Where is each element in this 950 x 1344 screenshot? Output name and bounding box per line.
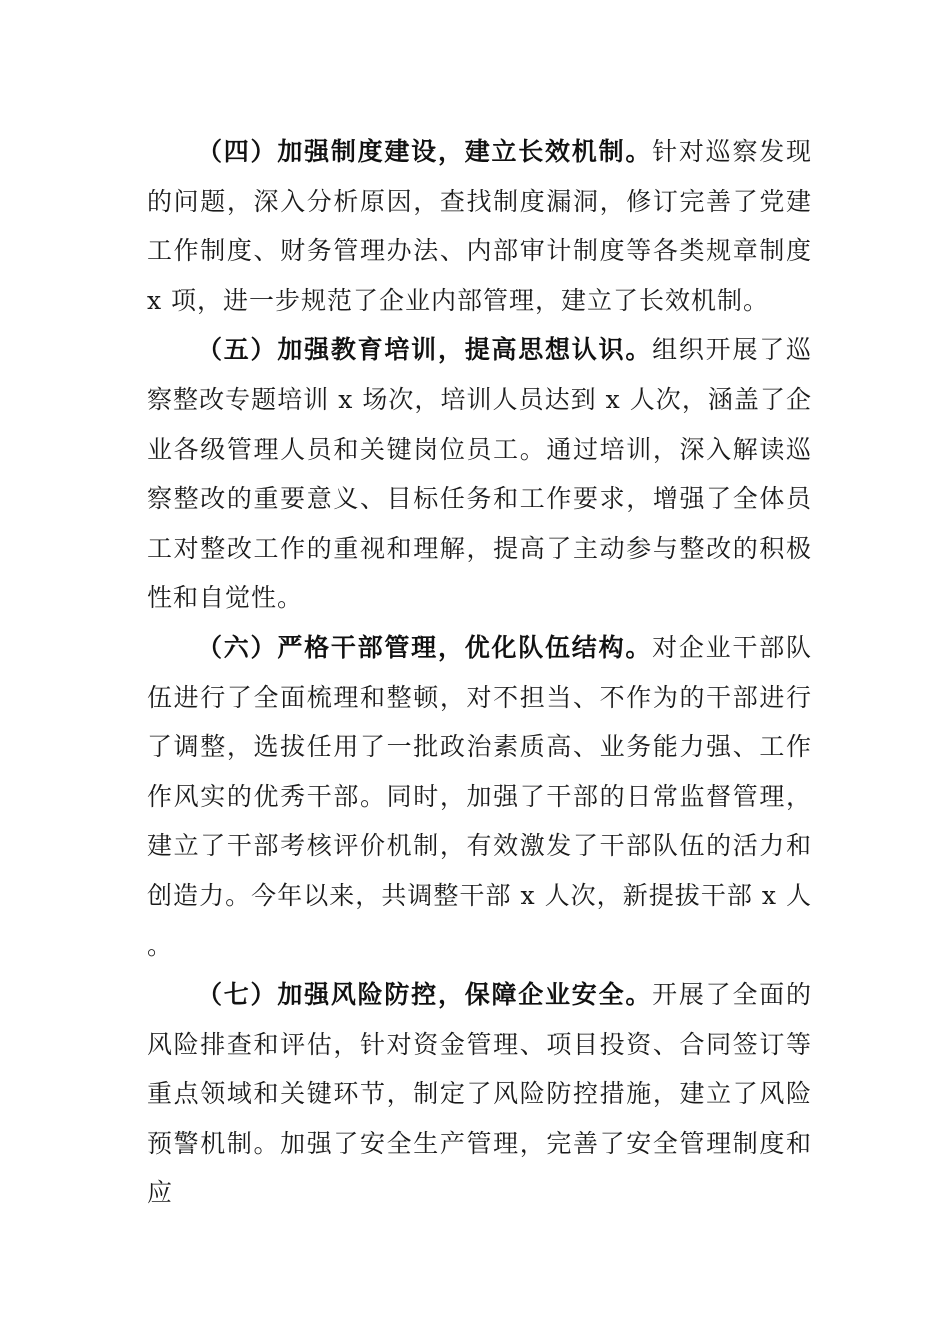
section-body: 开展了全面的风险排查和评估，针对资金管理、项目投资、合同签订等重点领域和关键环节，制定了风险防控措施，建立了风险预警机制。加强了安全生产管理，完善了安全管理制度和应 xyxy=(147,980,812,1208)
section-body: 针对巡察发现的问题，深入分析原因，查找制度漏洞，修订完善了党建工作制度、财务管理办法、内部审计制度等各类规章制度 x 项，进一步规范了企业内部管理，建立了长效机制。 xyxy=(147,137,812,315)
section-heading: （四）加强制度建设，建立长效机制。 xyxy=(197,137,653,166)
section-body: 组织开展了巡察整改专题培训 x 场次，培训人员达到 x 人次，涵盖了企业各级管理人员和关键岗位员工。通过培训，深入解读巡察整改的重要意义、目标任务和工作要求，增强了全体员工对整改工作的重视和理解，提高了主动参与整改的积极性和自觉性。 xyxy=(147,335,812,613)
paragraph-section-4 xyxy=(147,127,812,325)
section-heading: （五）加强教育培训，提高思想认识。 xyxy=(197,335,653,365)
section-heading: （六）严格干部管理，优化队伍结构。 xyxy=(197,632,653,662)
paragraph-section-5 xyxy=(147,325,812,623)
paragraph-section-7 xyxy=(147,970,812,1218)
section-body: 对企业干部队伍进行了全面梳理和整顿，对不担当、不作为的干部进行了调整，选拔任用了一批政治素质高、业务能力强、工作作风实的优秀干部。同时，加强了干部的日常监督管理，建立了干部考核评价机制，有效激发了干部队伍的活力和创造力。今年以来，共调整干部 x 人次，新提拔干部 x 人。 xyxy=(147,632,812,960)
section-heading: （七）加强风险防控，保障企业安全。 xyxy=(197,980,653,1010)
document-body xyxy=(147,127,812,1218)
paragraph-section-6 xyxy=(147,623,812,970)
